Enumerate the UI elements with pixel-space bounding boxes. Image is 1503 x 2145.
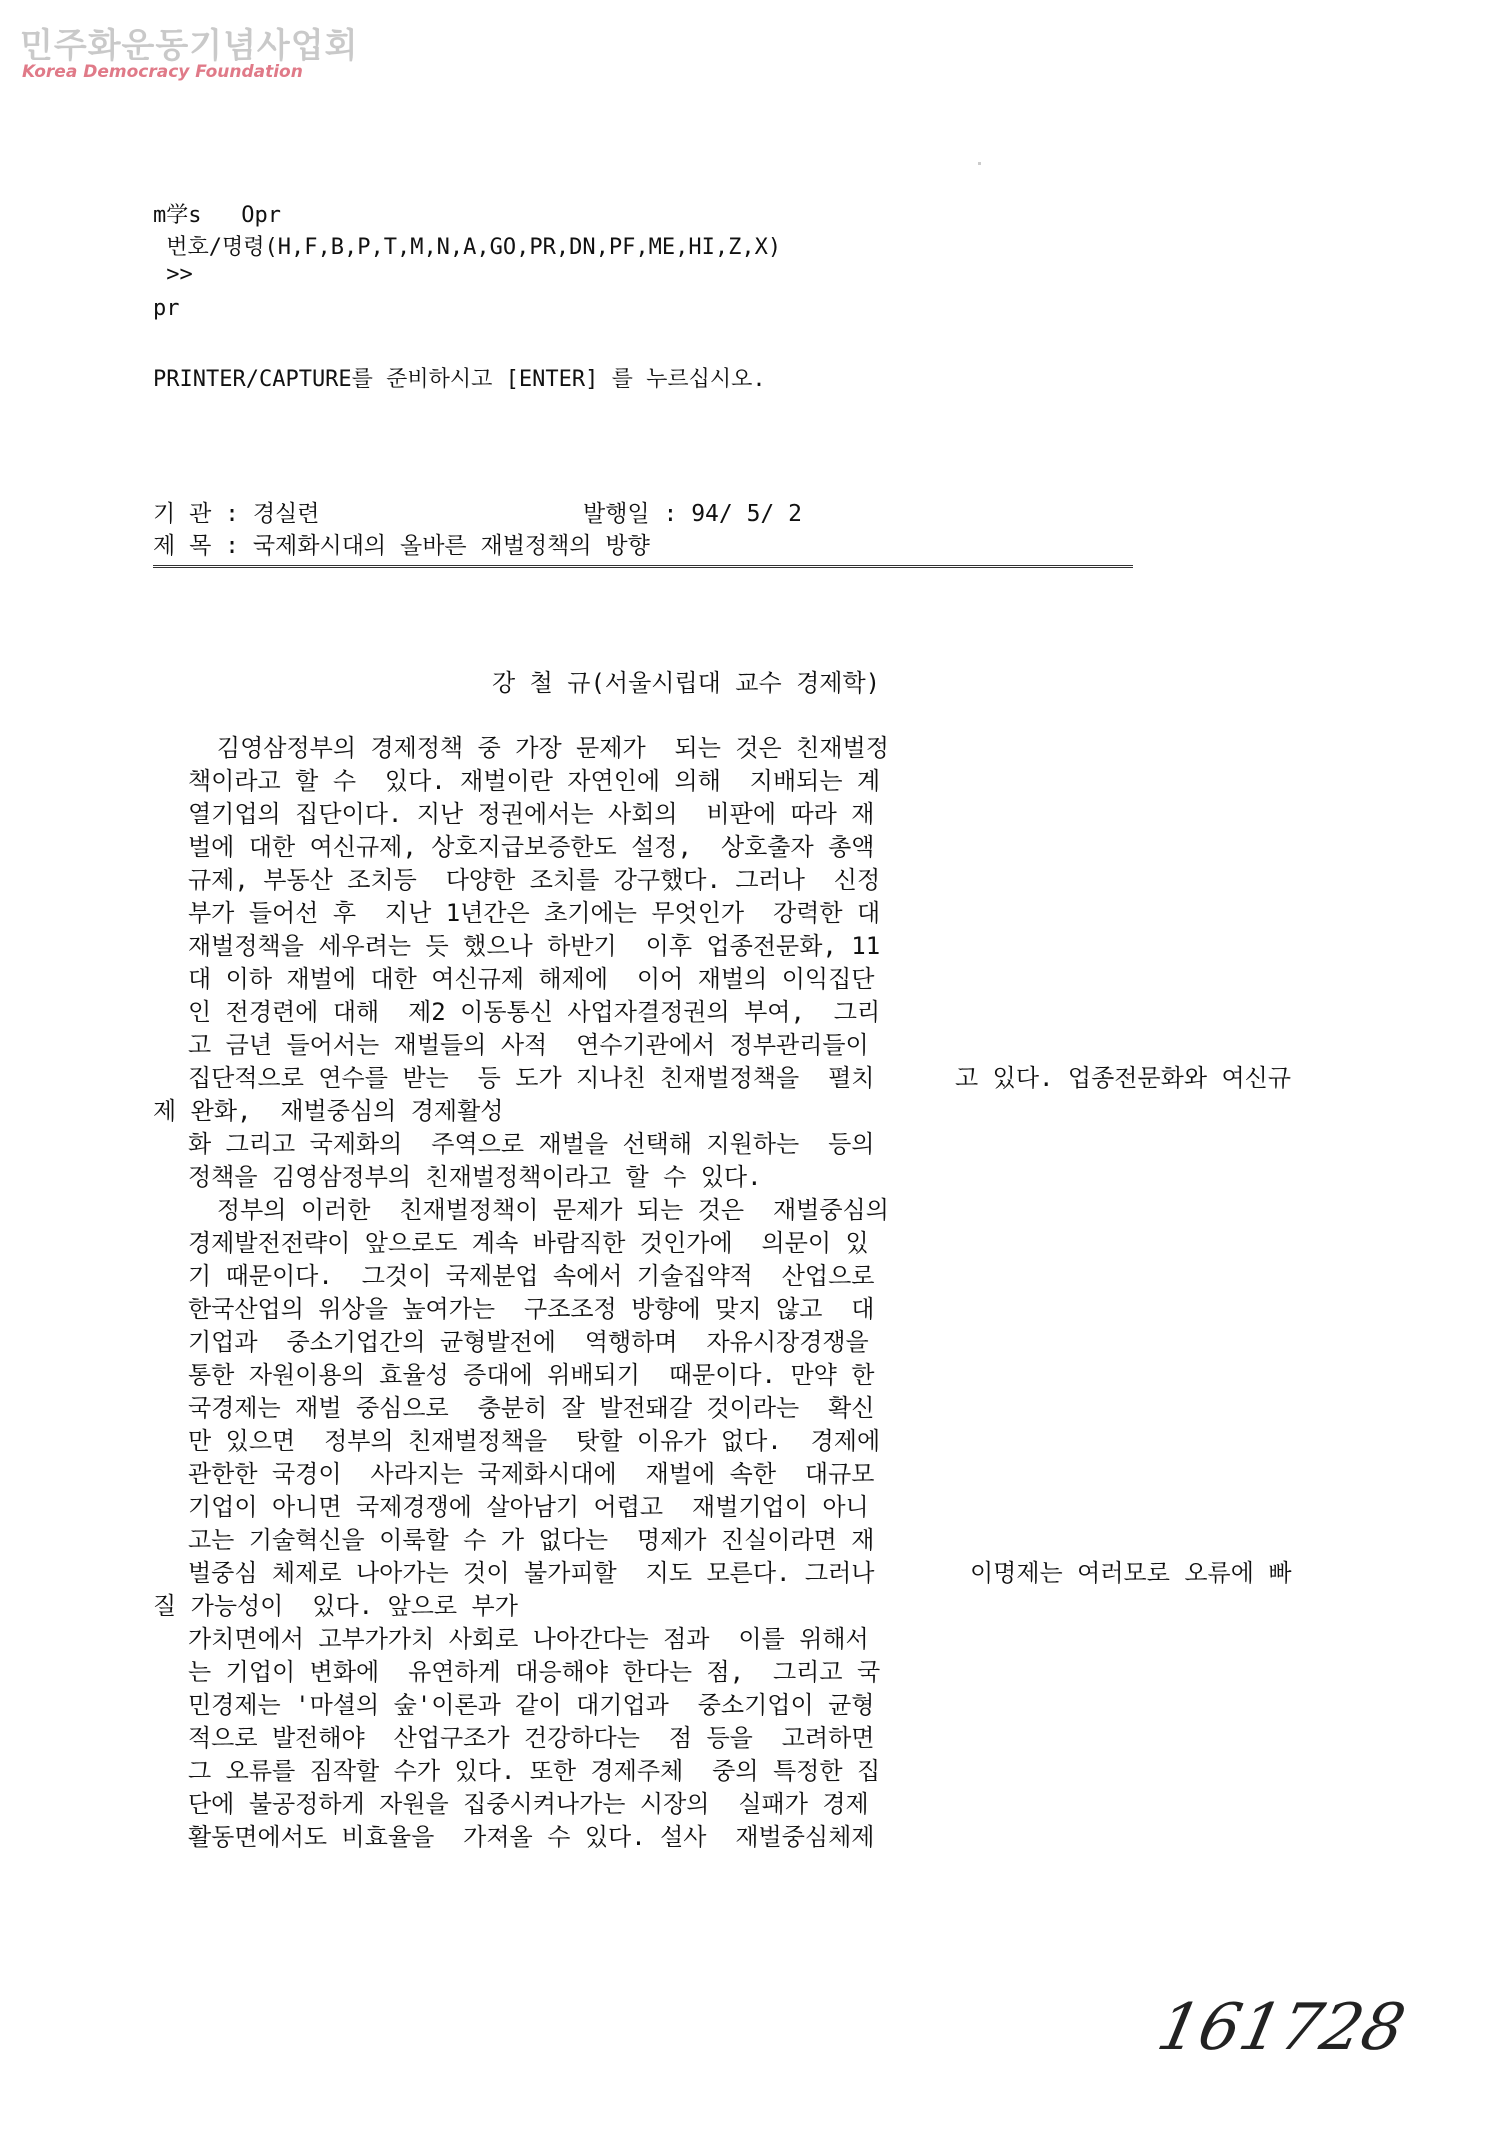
document-title: 제 목 : 국제화시대의 올바른 재벌정책의 방향 <box>153 533 650 559</box>
body-line: 기업이 아니면 국제경쟁에 살아남기 어렵고 재벌기업이 아니 <box>188 1493 869 1521</box>
terminal-printer-message: PRINTER/CAPTURE를 준비하시고 [ENTER] 를 누르십시오. <box>153 367 766 392</box>
body-line: 고 금년 들어서는 재벌들의 사적 연수기관에서 정부관리들이 <box>188 1031 869 1059</box>
watermark-logo-korean: 민주화운동기념사업회 <box>20 26 359 66</box>
handwritten-archive-number: 161728 <box>1150 1991 1411 2065</box>
body-line: 는 기업이 변화에 유연하게 대응해야 한다는 점, 그리고 국 <box>188 1658 881 1686</box>
body-line: 벌중심 체제로 나아가는 것이 불가피할 지도 모른다. 그러나 <box>188 1559 875 1587</box>
body-line: 만 있으면 정부의 친재벌정책을 탓할 이유가 없다. 경제에 <box>188 1427 881 1455</box>
body-line: 국경제는 재벌 중심으로 충분히 잘 발전돼갈 것이라는 확신 <box>188 1394 875 1422</box>
body-line: 책이라고 할 수 있다. 재벌이란 자연인에 의해 지배되는 계 <box>188 767 881 795</box>
agency-label: 기 관 : 경실련 <box>153 501 320 527</box>
body-line: 경제발전전략이 앞으로도 계속 바람직한 것인가에 의문이 있 <box>188 1229 869 1257</box>
body-line: 가치면에서 고부가가치 사회로 나아간다는 점과 이를 위해서 <box>188 1625 869 1653</box>
body-line: 대 이하 재벌에 대한 여신규제 해제에 이어 재벌의 이익집단 <box>188 965 875 993</box>
body-line: 고는 기술혁신을 이룩할 수 가 없다는 명제가 진실이라면 재 <box>188 1526 875 1554</box>
wrapped-fragment-left: 질 가능성이 있다. 앞으로 부가 <box>153 1592 518 1620</box>
watermark-logo-english: Korea Democracy Foundation <box>22 62 303 82</box>
body-line: 벌에 대한 여신규제, 상호지급보증한도 설정, 상호출자 총액 <box>188 833 875 861</box>
terminal-command-line: 번호/명령(H,F,B,P,T,M,N,A,GO,PR,DN,PF,ME,HI,Z,X) <box>153 235 782 260</box>
body-line: 단에 불공정하게 자원을 집중시켜나가는 시장의 실패가 경제 <box>188 1790 869 1818</box>
body-line: 재벌정책을 세우려는 듯 했으나 하반기 이후 업종전문화, 11 <box>188 932 881 960</box>
body-line: 부가 들어선 후 지난 1년간은 초기에는 무엇인가 강력한 대 <box>188 899 881 927</box>
wrapped-fragment-right: 이명제는 여러모로 오류에 빠 <box>970 1559 1292 1587</box>
body-line: 통한 자원이용의 효율성 증대에 위배되기 때문이다. 만약 한 <box>188 1361 875 1389</box>
wrapped-fragment-right: 고 있다. 업종전문화와 여신규 <box>955 1064 1292 1092</box>
body-line: 민경제는 '마셜의 숲'이론과 같이 대기업과 중소기업이 균형 <box>188 1691 875 1719</box>
publish-date: 발행일 : 94/ 5/ 2 <box>583 501 802 527</box>
author-byline: 강 철 규(서울시립대 교수 경제학) <box>492 669 881 697</box>
body-line: 기 때문이다. 그것이 국제분업 속에서 기술집약적 산업으로 <box>188 1262 875 1290</box>
header-separator <box>153 565 1133 568</box>
body-line: 인 전경련에 대해 제2 이동통신 사업자결정권의 부여, 그리 <box>188 998 881 1026</box>
body-line: 정부의 이러한 친재벌정책이 문제가 되는 것은 재벌중심의 <box>188 1196 889 1224</box>
body-line: 적으로 발전해야 산업구조가 건강하다는 점 등을 고려하면 <box>188 1724 875 1752</box>
body-line: 기업과 중소기업간의 균형발전에 역행하며 자유시장경쟁을 <box>188 1328 869 1356</box>
body-line: 열기업의 집단이다. 지난 정권에서는 사회의 비판에 따라 재 <box>188 800 875 828</box>
scan-speck <box>978 162 981 165</box>
body-line: 관한한 국경이 사라지는 국제화시대에 재벌에 속한 대규모 <box>188 1460 875 1488</box>
body-line: 그 오류를 짐작할 수가 있다. 또한 경제주체 중의 특정한 집 <box>188 1757 881 1785</box>
terminal-input: pr <box>153 296 180 321</box>
body-line: 규제, 부동산 조치등 다양한 조치를 강구했다. 그러나 신정 <box>188 866 881 894</box>
body-line: 활동면에서도 비효율을 가져올 수 있다. 설사 재벌중심체제 <box>188 1823 875 1851</box>
body-line: 집단적으로 연수를 받는 등 도가 지나친 친재벌정책을 펼치 <box>188 1064 875 1092</box>
body-line: 정책을 김영삼정부의 친재벌정책이라고 할 수 있다. <box>188 1163 762 1191</box>
body-line: 한국산업의 위상을 높여가는 구조조정 방향에 맞지 않고 대 <box>188 1295 875 1323</box>
terminal-line-1: m学s Opr <box>153 203 281 228</box>
terminal-prompt: >> <box>153 262 193 287</box>
wrapped-fragment-left: 제 완화, 재벌중심의 경제활성 <box>153 1097 504 1125</box>
body-line: 김영삼정부의 경제정책 중 가장 문제가 되는 것은 친재벌정 <box>188 734 889 762</box>
body-line: 화 그리고 국제화의 주역으로 재벌을 선택해 지원하는 등의 <box>188 1130 875 1158</box>
